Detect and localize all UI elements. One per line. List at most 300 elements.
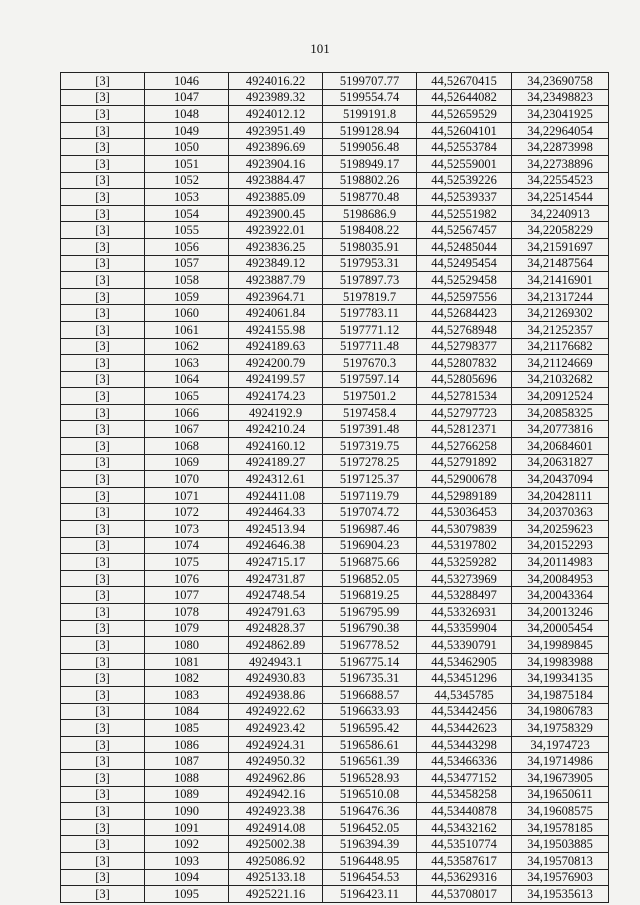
latitude-cell: 44,52797723 <box>417 404 512 421</box>
table-row <box>61 720 609 737</box>
latitude-cell: 44,52812371 <box>417 421 512 438</box>
latitude-cell: 44,52670415 <box>417 73 512 90</box>
table-row <box>61 454 609 471</box>
x-coordinate-cell: 4924464.33 <box>229 504 323 521</box>
point-number-cell: 1063 <box>145 355 229 372</box>
latitude-cell: 44,53466336 <box>417 753 512 770</box>
point-number-cell: 1051 <box>145 155 229 172</box>
latitude-cell: 44,52766258 <box>417 438 512 455</box>
table-row <box>61 73 609 90</box>
y-coordinate-cell: 5197711.48 <box>323 338 417 355</box>
x-coordinate-cell: 4923896.69 <box>229 139 323 156</box>
table-row <box>61 604 609 621</box>
latitude-cell: 44,53462905 <box>417 653 512 670</box>
latitude-cell: 44,52644082 <box>417 89 512 106</box>
table-row <box>61 355 609 372</box>
latitude-cell: 44,53477152 <box>417 769 512 786</box>
table-row <box>61 836 609 853</box>
latitude-cell: 44,53458258 <box>417 786 512 803</box>
source-ref-cell: [3] <box>61 222 145 239</box>
latitude-cell: 44,53442456 <box>417 703 512 720</box>
y-coordinate-cell: 5196987.46 <box>323 521 417 538</box>
point-number-cell: 1057 <box>145 255 229 272</box>
table-row <box>61 587 609 604</box>
x-coordinate-cell: 4925133.18 <box>229 869 323 886</box>
y-coordinate-cell: 5196775.14 <box>323 653 417 670</box>
x-coordinate-cell: 4924312.61 <box>229 471 323 488</box>
x-coordinate-cell: 4923836.25 <box>229 238 323 255</box>
x-coordinate-cell: 4924930.83 <box>229 670 323 687</box>
longitude-cell: 34,20858325 <box>512 404 609 421</box>
y-coordinate-cell: 5197897.73 <box>323 272 417 289</box>
longitude-cell: 34,20428111 <box>512 487 609 504</box>
x-coordinate-cell: 4923989.32 <box>229 89 323 106</box>
point-number-cell: 1074 <box>145 537 229 554</box>
longitude-cell: 34,20013246 <box>512 604 609 621</box>
longitude-cell: 34,19503885 <box>512 836 609 853</box>
source-ref-cell: [3] <box>61 753 145 770</box>
y-coordinate-cell: 5199056.48 <box>323 139 417 156</box>
x-coordinate-cell: 4924942.16 <box>229 786 323 803</box>
source-ref-cell: [3] <box>61 769 145 786</box>
longitude-cell: 34,22554523 <box>512 172 609 189</box>
y-coordinate-cell: 5197783.11 <box>323 305 417 322</box>
latitude-cell: 44,52805696 <box>417 371 512 388</box>
y-coordinate-cell: 5198770.48 <box>323 189 417 206</box>
source-ref-cell: [3] <box>61 803 145 820</box>
latitude-cell: 44,53390791 <box>417 637 512 654</box>
table-row <box>61 703 609 720</box>
source-ref-cell: [3] <box>61 786 145 803</box>
y-coordinate-cell: 5196819.25 <box>323 587 417 604</box>
source-ref-cell: [3] <box>61 819 145 836</box>
source-ref-cell: [3] <box>61 73 145 90</box>
x-coordinate-cell: 4923849.12 <box>229 255 323 272</box>
latitude-cell: 44,52768948 <box>417 321 512 338</box>
y-coordinate-cell: 5196688.57 <box>323 686 417 703</box>
source-ref-cell: [3] <box>61 122 145 139</box>
source-ref-cell: [3] <box>61 404 145 421</box>
x-coordinate-cell: 4925221.16 <box>229 886 323 903</box>
latitude-cell: 44,52529458 <box>417 272 512 289</box>
point-number-cell: 1069 <box>145 454 229 471</box>
source-ref-cell: [3] <box>61 454 145 471</box>
x-coordinate-cell: 4924748.54 <box>229 587 323 604</box>
y-coordinate-cell: 5196452.05 <box>323 819 417 836</box>
y-coordinate-cell: 5198949.17 <box>323 155 417 172</box>
source-ref-cell: [3] <box>61 653 145 670</box>
table-row <box>61 819 609 836</box>
y-coordinate-cell: 5197125.37 <box>323 471 417 488</box>
x-coordinate-cell: 4924192.9 <box>229 404 323 421</box>
longitude-cell: 34,19673905 <box>512 769 609 786</box>
longitude-cell: 34,20773816 <box>512 421 609 438</box>
y-coordinate-cell: 5196735.31 <box>323 670 417 687</box>
table-row <box>61 255 609 272</box>
latitude-cell: 44,53079839 <box>417 521 512 538</box>
table-row <box>61 106 609 123</box>
point-number-cell: 1060 <box>145 305 229 322</box>
longitude-cell: 34,23690758 <box>512 73 609 90</box>
longitude-cell: 34,2240913 <box>512 205 609 222</box>
latitude-cell: 44,52604101 <box>417 122 512 139</box>
point-number-cell: 1089 <box>145 786 229 803</box>
latitude-cell: 44,52781534 <box>417 388 512 405</box>
point-number-cell: 1065 <box>145 388 229 405</box>
x-coordinate-cell: 4923951.49 <box>229 122 323 139</box>
source-ref-cell: [3] <box>61 355 145 372</box>
point-number-cell: 1066 <box>145 404 229 421</box>
source-ref-cell: [3] <box>61 421 145 438</box>
latitude-cell: 44,53708017 <box>417 886 512 903</box>
source-ref-cell: [3] <box>61 670 145 687</box>
y-coordinate-cell: 5196795.99 <box>323 604 417 621</box>
y-coordinate-cell: 5196875.66 <box>323 554 417 571</box>
latitude-cell: 44,52551982 <box>417 205 512 222</box>
x-coordinate-cell: 4923922.01 <box>229 222 323 239</box>
source-ref-cell: [3] <box>61 471 145 488</box>
latitude-cell: 44,52684423 <box>417 305 512 322</box>
point-number-cell: 1092 <box>145 836 229 853</box>
table-row <box>61 653 609 670</box>
source-ref-cell: [3] <box>61 504 145 521</box>
x-coordinate-cell: 4923884.47 <box>229 172 323 189</box>
table-row <box>61 421 609 438</box>
longitude-cell: 34,20370363 <box>512 504 609 521</box>
longitude-cell: 34,1974723 <box>512 736 609 753</box>
x-coordinate-cell: 4924411.08 <box>229 487 323 504</box>
x-coordinate-cell: 4924943.1 <box>229 653 323 670</box>
y-coordinate-cell: 5197819.7 <box>323 288 417 305</box>
longitude-cell: 34,20084953 <box>512 570 609 587</box>
latitude-cell: 44,52559001 <box>417 155 512 172</box>
table-row <box>61 620 609 637</box>
source-ref-cell: [3] <box>61 139 145 156</box>
page-number: 101 <box>310 41 330 56</box>
point-number-cell: 1067 <box>145 421 229 438</box>
table-row <box>61 438 609 455</box>
longitude-cell: 34,20043364 <box>512 587 609 604</box>
latitude-cell: 44,52539226 <box>417 172 512 189</box>
point-number-cell: 1083 <box>145 686 229 703</box>
latitude-cell: 44,53273969 <box>417 570 512 587</box>
point-number-cell: 1050 <box>145 139 229 156</box>
source-ref-cell: [3] <box>61 869 145 886</box>
x-coordinate-cell: 4923964.71 <box>229 288 323 305</box>
longitude-cell: 34,21124669 <box>512 355 609 372</box>
x-coordinate-cell: 4924715.17 <box>229 554 323 571</box>
x-coordinate-cell: 4924016.22 <box>229 73 323 90</box>
y-coordinate-cell: 5199191.8 <box>323 106 417 123</box>
x-coordinate-cell: 4924791.63 <box>229 604 323 621</box>
y-coordinate-cell: 5199128.94 <box>323 122 417 139</box>
table-row <box>61 670 609 687</box>
source-ref-cell: [3] <box>61 521 145 538</box>
source-ref-cell: [3] <box>61 587 145 604</box>
latitude-cell: 44,53629316 <box>417 869 512 886</box>
point-number-cell: 1070 <box>145 471 229 488</box>
y-coordinate-cell: 5196595.42 <box>323 720 417 737</box>
point-number-cell: 1073 <box>145 521 229 538</box>
point-number-cell: 1059 <box>145 288 229 305</box>
source-ref-cell: [3] <box>61 686 145 703</box>
x-coordinate-cell: 4924914.08 <box>229 819 323 836</box>
source-ref-cell: [3] <box>61 554 145 571</box>
table-row <box>61 139 609 156</box>
longitude-cell: 34,23498823 <box>512 89 609 106</box>
table-row <box>61 205 609 222</box>
y-coordinate-cell: 5196510.08 <box>323 786 417 803</box>
y-coordinate-cell: 5197953.31 <box>323 255 417 272</box>
point-number-cell: 1082 <box>145 670 229 687</box>
table-row <box>61 554 609 571</box>
source-ref-cell: [3] <box>61 106 145 123</box>
latitude-cell: 44,53259282 <box>417 554 512 571</box>
point-number-cell: 1081 <box>145 653 229 670</box>
point-number-cell: 1091 <box>145 819 229 836</box>
table-row <box>61 537 609 554</box>
latitude-cell: 44,53326931 <box>417 604 512 621</box>
x-coordinate-cell: 4925002.38 <box>229 836 323 853</box>
y-coordinate-cell: 5196394.39 <box>323 836 417 853</box>
x-coordinate-cell: 4924200.79 <box>229 355 323 372</box>
latitude-cell: 44,5345785 <box>417 686 512 703</box>
longitude-cell: 34,21317244 <box>512 288 609 305</box>
y-coordinate-cell: 5196561.39 <box>323 753 417 770</box>
longitude-cell: 34,21032682 <box>512 371 609 388</box>
x-coordinate-cell: 4924061.84 <box>229 305 323 322</box>
source-ref-cell: [3] <box>61 321 145 338</box>
longitude-cell: 34,21416901 <box>512 272 609 289</box>
latitude-cell: 44,52553784 <box>417 139 512 156</box>
longitude-cell: 34,22058229 <box>512 222 609 239</box>
table-row <box>61 222 609 239</box>
point-number-cell: 1047 <box>145 89 229 106</box>
x-coordinate-cell: 4924923.38 <box>229 803 323 820</box>
y-coordinate-cell: 5196586.61 <box>323 736 417 753</box>
source-ref-cell: [3] <box>61 836 145 853</box>
source-ref-cell: [3] <box>61 205 145 222</box>
point-number-cell: 1068 <box>145 438 229 455</box>
source-ref-cell: [3] <box>61 620 145 637</box>
latitude-cell: 44,53443298 <box>417 736 512 753</box>
coordinates-table <box>60 72 609 903</box>
point-number-cell: 1084 <box>145 703 229 720</box>
table-row <box>61 122 609 139</box>
source-ref-cell: [3] <box>61 338 145 355</box>
longitude-cell: 34,19576903 <box>512 869 609 886</box>
longitude-cell: 34,22873998 <box>512 139 609 156</box>
x-coordinate-cell: 4924938.86 <box>229 686 323 703</box>
latitude-cell: 44,53510774 <box>417 836 512 853</box>
source-ref-cell: [3] <box>61 189 145 206</box>
y-coordinate-cell: 5196904.23 <box>323 537 417 554</box>
point-number-cell: 1055 <box>145 222 229 239</box>
y-coordinate-cell: 5197278.25 <box>323 454 417 471</box>
source-ref-cell: [3] <box>61 720 145 737</box>
point-number-cell: 1094 <box>145 869 229 886</box>
table-row <box>61 869 609 886</box>
y-coordinate-cell: 5196454.53 <box>323 869 417 886</box>
point-number-cell: 1088 <box>145 769 229 786</box>
x-coordinate-cell: 4924924.31 <box>229 736 323 753</box>
x-coordinate-cell: 4924923.42 <box>229 720 323 737</box>
coordinates-table-body <box>61 73 609 903</box>
longitude-cell: 34,19570813 <box>512 852 609 869</box>
point-number-cell: 1052 <box>145 172 229 189</box>
y-coordinate-cell: 5196476.36 <box>323 803 417 820</box>
longitude-cell: 34,20259623 <box>512 521 609 538</box>
longitude-cell: 34,19983988 <box>512 653 609 670</box>
y-coordinate-cell: 5197458.4 <box>323 404 417 421</box>
y-coordinate-cell: 5197391.48 <box>323 421 417 438</box>
table-row <box>61 686 609 703</box>
x-coordinate-cell: 4924646.38 <box>229 537 323 554</box>
longitude-cell: 34,20152293 <box>512 537 609 554</box>
table-row <box>61 371 609 388</box>
source-ref-cell: [3] <box>61 305 145 322</box>
y-coordinate-cell: 5196528.93 <box>323 769 417 786</box>
point-number-cell: 1077 <box>145 587 229 604</box>
point-number-cell: 1085 <box>145 720 229 737</box>
table-row <box>61 886 609 903</box>
source-ref-cell: [3] <box>61 736 145 753</box>
y-coordinate-cell: 5199554.74 <box>323 89 417 106</box>
longitude-cell: 34,22514544 <box>512 189 609 206</box>
longitude-cell: 34,21252357 <box>512 321 609 338</box>
latitude-cell: 44,52495454 <box>417 255 512 272</box>
y-coordinate-cell: 5196423.11 <box>323 886 417 903</box>
table-row <box>61 753 609 770</box>
table-row <box>61 338 609 355</box>
point-number-cell: 1049 <box>145 122 229 139</box>
point-number-cell: 1086 <box>145 736 229 753</box>
longitude-cell: 34,19989845 <box>512 637 609 654</box>
source-ref-cell: [3] <box>61 604 145 621</box>
y-coordinate-cell: 5196790.38 <box>323 620 417 637</box>
y-coordinate-cell: 5197501.2 <box>323 388 417 405</box>
longitude-cell: 34,19714986 <box>512 753 609 770</box>
x-coordinate-cell: 4924174.23 <box>229 388 323 405</box>
x-coordinate-cell: 4925086.92 <box>229 852 323 869</box>
longitude-cell: 34,19934135 <box>512 670 609 687</box>
point-number-cell: 1075 <box>145 554 229 571</box>
longitude-cell: 34,21269302 <box>512 305 609 322</box>
latitude-cell: 44,52791892 <box>417 454 512 471</box>
source-ref-cell: [3] <box>61 371 145 388</box>
source-ref-cell: [3] <box>61 172 145 189</box>
longitude-cell: 34,19806783 <box>512 703 609 720</box>
y-coordinate-cell: 5197074.72 <box>323 504 417 521</box>
latitude-cell: 44,52485044 <box>417 238 512 255</box>
latitude-cell: 44,53036453 <box>417 504 512 521</box>
x-coordinate-cell: 4924199.57 <box>229 371 323 388</box>
y-coordinate-cell: 5199707.77 <box>323 73 417 90</box>
source-ref-cell: [3] <box>61 886 145 903</box>
longitude-cell: 34,20114983 <box>512 554 609 571</box>
longitude-cell: 34,20631827 <box>512 454 609 471</box>
y-coordinate-cell: 5197119.79 <box>323 487 417 504</box>
y-coordinate-cell: 5198408.22 <box>323 222 417 239</box>
longitude-cell: 34,21176682 <box>512 338 609 355</box>
point-number-cell: 1072 <box>145 504 229 521</box>
x-coordinate-cell: 4924962.86 <box>229 769 323 786</box>
point-number-cell: 1078 <box>145 604 229 621</box>
x-coordinate-cell: 4924862.89 <box>229 637 323 654</box>
table-row <box>61 305 609 322</box>
x-coordinate-cell: 4924155.98 <box>229 321 323 338</box>
table-row <box>61 521 609 538</box>
table-row <box>61 852 609 869</box>
longitude-cell: 34,20437094 <box>512 471 609 488</box>
point-number-cell: 1046 <box>145 73 229 90</box>
longitude-cell: 34,22964054 <box>512 122 609 139</box>
x-coordinate-cell: 4924012.12 <box>229 106 323 123</box>
table-row <box>61 388 609 405</box>
source-ref-cell: [3] <box>61 272 145 289</box>
source-ref-cell: [3] <box>61 487 145 504</box>
point-number-cell: 1079 <box>145 620 229 637</box>
x-coordinate-cell: 4924828.37 <box>229 620 323 637</box>
x-coordinate-cell: 4924922.62 <box>229 703 323 720</box>
point-number-cell: 1054 <box>145 205 229 222</box>
latitude-cell: 44,52807832 <box>417 355 512 372</box>
latitude-cell: 44,52798377 <box>417 338 512 355</box>
longitude-cell: 34,19608575 <box>512 803 609 820</box>
x-coordinate-cell: 4924731.87 <box>229 570 323 587</box>
longitude-cell: 34,19578185 <box>512 819 609 836</box>
x-coordinate-cell: 4924513.94 <box>229 521 323 538</box>
latitude-cell: 44,53288497 <box>417 587 512 604</box>
latitude-cell: 44,53359904 <box>417 620 512 637</box>
table-row <box>61 404 609 421</box>
latitude-cell: 44,52659529 <box>417 106 512 123</box>
source-ref-cell: [3] <box>61 852 145 869</box>
source-ref-cell: [3] <box>61 155 145 172</box>
source-ref-cell: [3] <box>61 238 145 255</box>
table-row <box>61 321 609 338</box>
latitude-cell: 44,52597556 <box>417 288 512 305</box>
y-coordinate-cell: 5197670.3 <box>323 355 417 372</box>
source-ref-cell: [3] <box>61 288 145 305</box>
y-coordinate-cell: 5197319.75 <box>323 438 417 455</box>
point-number-cell: 1053 <box>145 189 229 206</box>
latitude-cell: 44,53197802 <box>417 537 512 554</box>
x-coordinate-cell: 4924160.12 <box>229 438 323 455</box>
x-coordinate-cell: 4924210.24 <box>229 421 323 438</box>
y-coordinate-cell: 5198686.9 <box>323 205 417 222</box>
table-row <box>61 155 609 172</box>
latitude-cell: 44,53432162 <box>417 819 512 836</box>
table-row <box>61 769 609 786</box>
table-row <box>61 172 609 189</box>
table-row <box>61 637 609 654</box>
source-ref-cell: [3] <box>61 570 145 587</box>
point-number-cell: 1048 <box>145 106 229 123</box>
latitude-cell: 44,53442623 <box>417 720 512 737</box>
x-coordinate-cell: 4923900.45 <box>229 205 323 222</box>
longitude-cell: 34,21487564 <box>512 255 609 272</box>
latitude-cell: 44,52900678 <box>417 471 512 488</box>
source-ref-cell: [3] <box>61 637 145 654</box>
table-row <box>61 803 609 820</box>
longitude-cell: 34,19650611 <box>512 786 609 803</box>
x-coordinate-cell: 4923904.16 <box>229 155 323 172</box>
point-number-cell: 1071 <box>145 487 229 504</box>
longitude-cell: 34,22738896 <box>512 155 609 172</box>
longitude-cell: 34,21591697 <box>512 238 609 255</box>
longitude-cell: 34,23041925 <box>512 106 609 123</box>
